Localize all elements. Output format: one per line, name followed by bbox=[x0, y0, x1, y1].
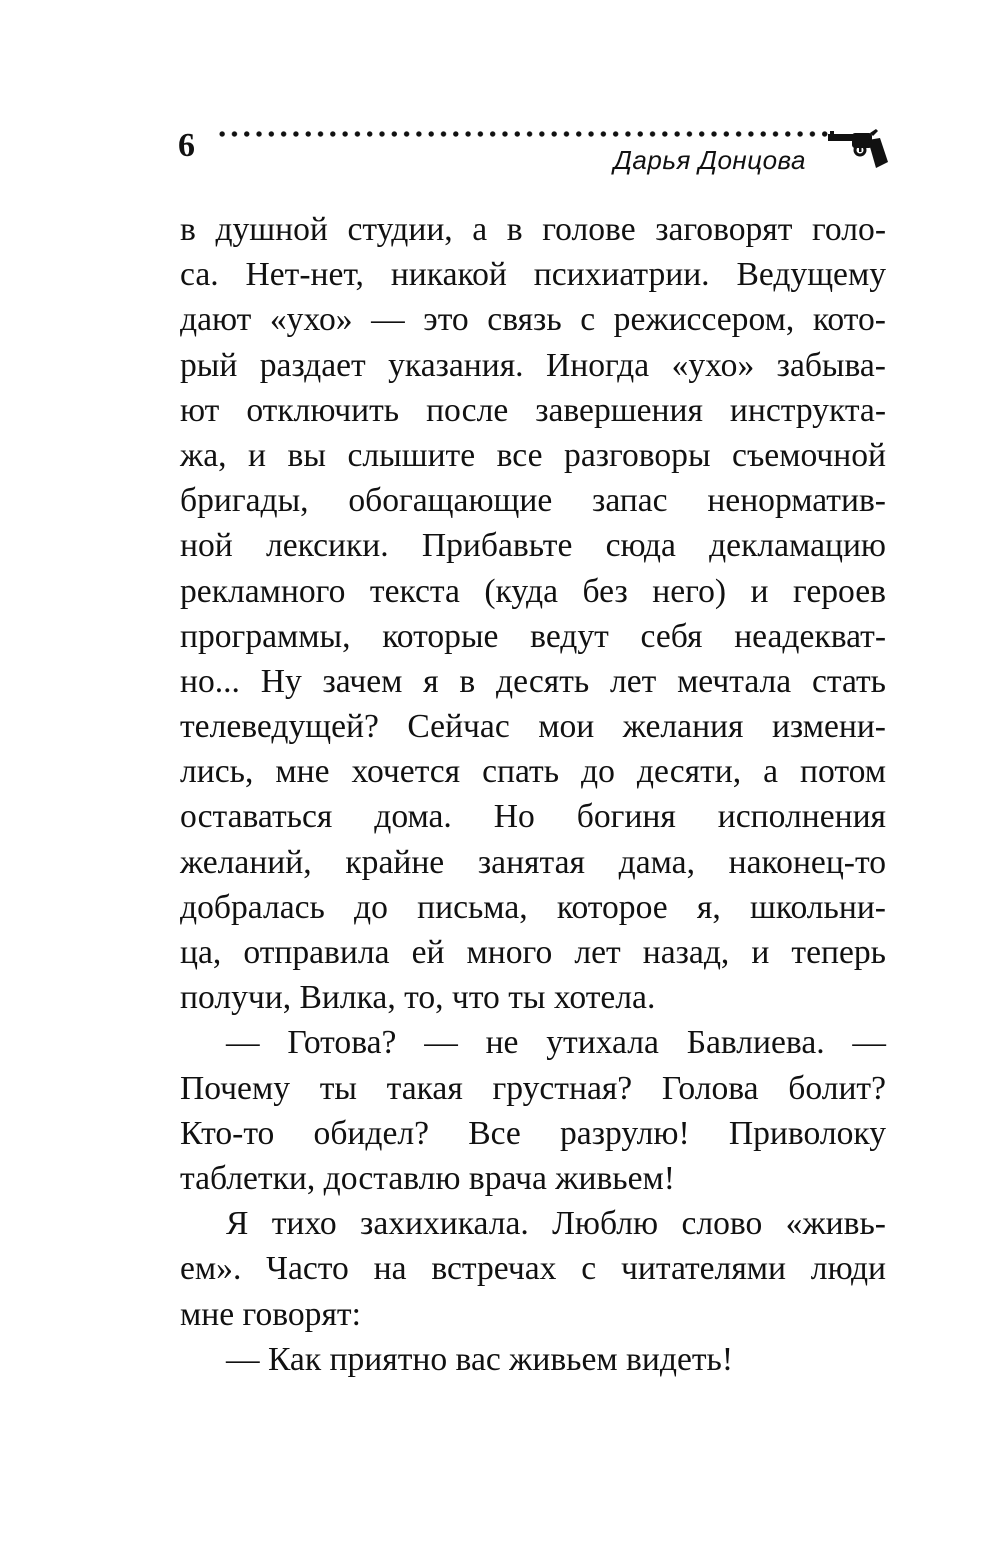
text-line: — Как приятно вас живьем видеть! bbox=[226, 1340, 734, 1378]
page-number: 6 bbox=[178, 127, 195, 164]
text-line: жа, и вы слышите все разговоры съемочной bbox=[180, 436, 886, 474]
text-line: мне говорят: bbox=[180, 1295, 361, 1333]
text-line: добралась до письма, которое я, школьни- bbox=[180, 888, 886, 926]
text-line: дают «ухо» — это связь с режиссером, кото- bbox=[180, 301, 886, 339]
dot-leader bbox=[216, 128, 834, 140]
text-line: Я тихо захихикала. Люблю слово «живь- bbox=[226, 1205, 886, 1243]
text-line: телеведущей? Сейчас мои желания измени- bbox=[180, 708, 886, 746]
text-line: ем». Часто на встречах с читателями люди bbox=[180, 1250, 886, 1288]
running-header bbox=[0, 0, 1000, 200]
text-line: ца, отправила ей много лет назад, и теперь bbox=[180, 934, 886, 971]
text-line: в душной студии, а в голове заговорят голо- bbox=[180, 211, 886, 248]
text-line: ют отключить после завершения инструкта- bbox=[180, 391, 886, 429]
running-author: Дарья Донцова bbox=[613, 145, 806, 175]
text-line: рекламного текста (куда без него) и героев bbox=[180, 572, 886, 610]
text-line: получи, Вилка, то, что ты хотела. bbox=[180, 979, 656, 1017]
text-line: бригады, обогащающие запас ненорматив- bbox=[180, 482, 886, 520]
text-line: Почему ты такая грустная? Голова болит? bbox=[180, 1069, 886, 1107]
text-line: рый раздает указания. Иногда «ухо» забыва- bbox=[180, 346, 886, 384]
text-line: — Готова? — не утихала Бавлиева. — bbox=[226, 1024, 886, 1062]
page-body-text bbox=[180, 207, 886, 1382]
text-line: таблетки, доставлю врача живьем! bbox=[180, 1159, 675, 1197]
revolver-icon bbox=[826, 128, 890, 170]
text-line: программы, которые ведут себя неадекват- bbox=[180, 617, 886, 655]
text-line: оставаться дома. Но богиня исполнения bbox=[180, 798, 886, 836]
text-line: лись, мне хочется спать до десяти, а потом bbox=[180, 753, 886, 791]
text-line: Кто-то обидел? Все разрулю! Приволоку bbox=[180, 1114, 886, 1152]
text-line: желаний, крайне занятая дама, наконец-то bbox=[180, 843, 886, 881]
text-line: са. Нет-нет, никакой психиатрии. Ведущему bbox=[180, 256, 886, 294]
text-line: но... Ну зачем я в десять лет мечтала стать bbox=[180, 662, 886, 700]
text-line: ной лексики. Прибавьте сюда декламацию bbox=[180, 527, 886, 565]
